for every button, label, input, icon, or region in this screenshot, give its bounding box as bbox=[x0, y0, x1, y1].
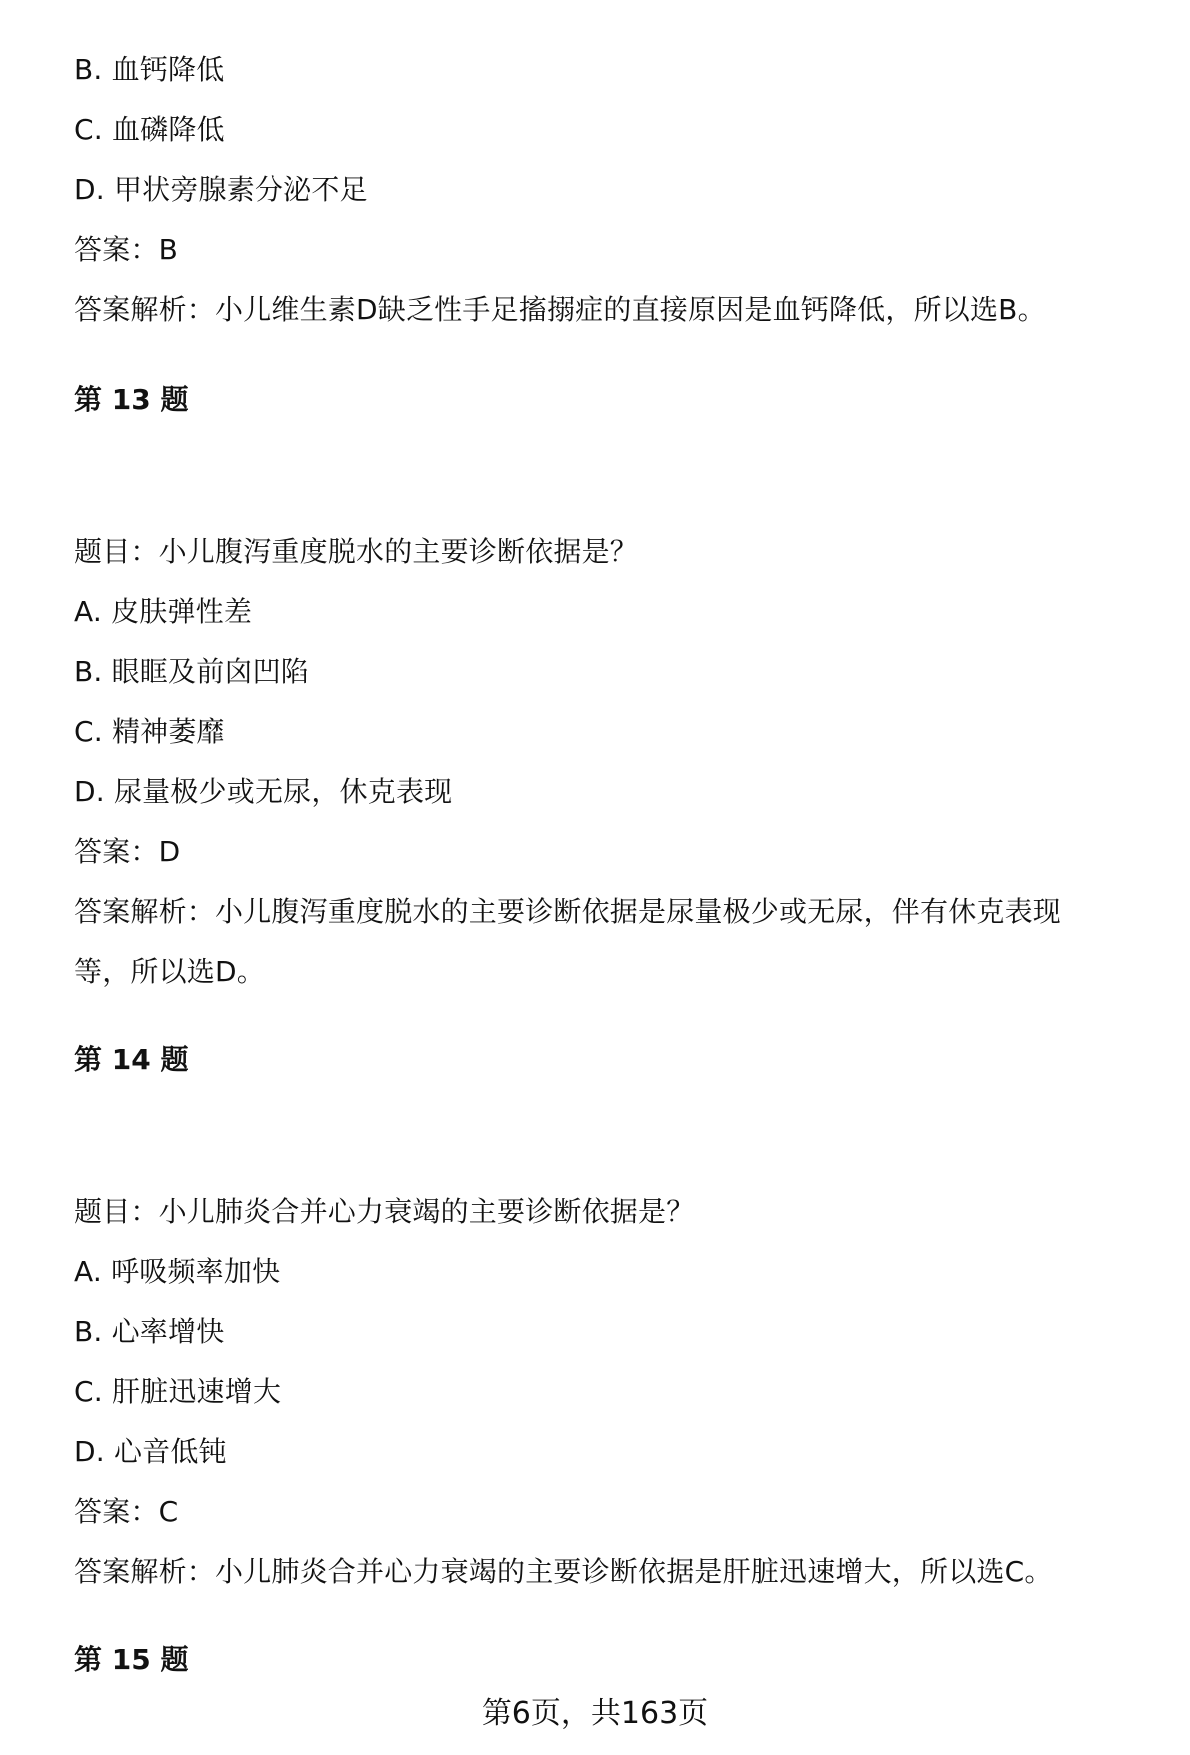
q12-answer: 答案：B bbox=[74, 233, 179, 266]
q12-option-d: D. 甲状旁腺素分泌不足 bbox=[74, 173, 368, 206]
q13-answer: 答案：D bbox=[74, 835, 181, 868]
q12-option-c: C. 血磷降低 bbox=[74, 113, 225, 146]
q13-option-b: B. 眼眶及前囟凹陷 bbox=[74, 655, 310, 688]
q14-option-b: B. 心率增快 bbox=[74, 1315, 225, 1348]
q13-option-a: A. 皮肤弹性差 bbox=[74, 595, 253, 628]
q14-question: 题目：小儿肺炎合并心力衰竭的主要诊断依据是？ bbox=[74, 1195, 695, 1228]
q13-option-d: D. 尿量极少或无尿，休克表现 bbox=[74, 775, 453, 808]
q13-analysis-line1: 答案解析：小儿腹泻重度脱水的主要诊断依据是尿量极少或无尿，伴有休克表现 bbox=[74, 895, 1062, 928]
q12-analysis: 答案解析：小儿维生素D缺乏性手足搐搦症的直接原因是血钙降低，所以选B。 bbox=[74, 293, 1046, 326]
q12-option-b: B. 血钙降低 bbox=[74, 53, 225, 86]
q14-answer: 答案：C bbox=[74, 1495, 179, 1528]
q13-analysis-line2: 等，所以选D。 bbox=[74, 955, 265, 988]
q14-analysis: 答案解析：小儿肺炎合并心力衰竭的主要诊断依据是肝脏迅速增大，所以选C。 bbox=[74, 1555, 1053, 1588]
q13-heading: 第 13 题 bbox=[74, 383, 189, 416]
q13-option-c: C. 精神萎靡 bbox=[74, 715, 225, 748]
page-footer: 第6页，共163页 bbox=[481, 1696, 709, 1731]
q15-heading: 第 15 题 bbox=[74, 1643, 189, 1676]
q14-option-a: A. 呼吸频率加快 bbox=[74, 1255, 281, 1288]
q14-option-c: C. 肝脏迅速增大 bbox=[74, 1375, 282, 1408]
q13-question: 题目：小儿腹泻重度脱水的主要诊断依据是？ bbox=[74, 535, 639, 568]
q14-heading: 第 14 题 bbox=[74, 1043, 189, 1076]
q14-option-d: D. 心音低钝 bbox=[74, 1435, 227, 1468]
